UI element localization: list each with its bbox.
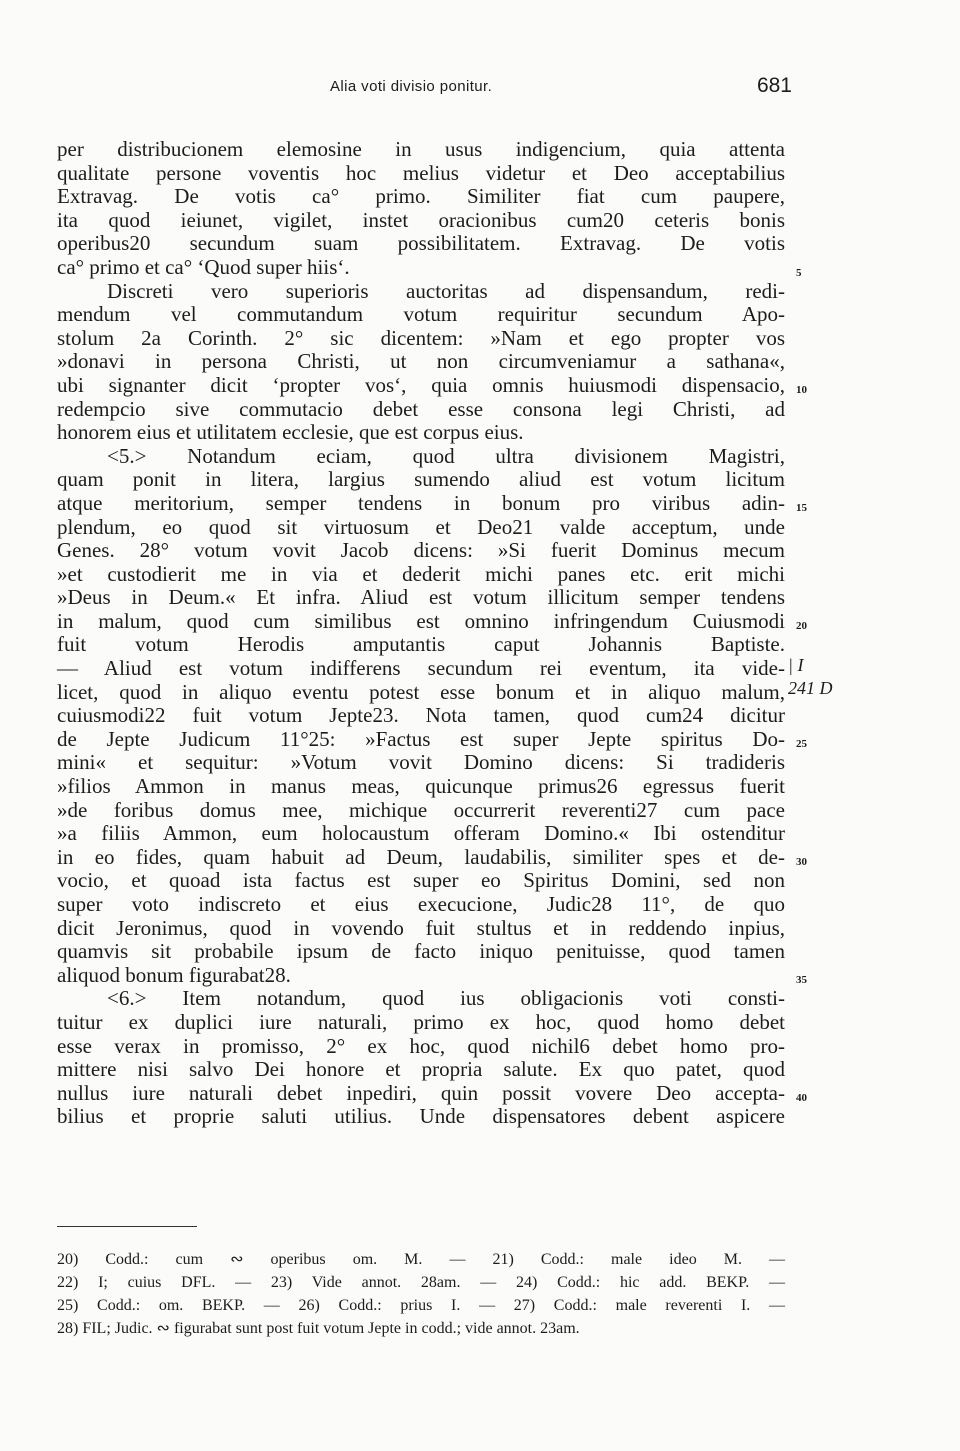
line-number: 35: [796, 974, 807, 986]
text-line: mittere nisi salvo Dei honore et propria salute. Ex quo patet, quod: [57, 1057, 785, 1082]
text-line: tuitur ex duplici iure naturali, primo ex hoc, quod homo debet: [57, 1009, 785, 1034]
line-number: 20: [796, 620, 807, 632]
text-line: in eo fides, quam habuit ad Deum, laudabilis, similiter spes et de-: [57, 844, 785, 869]
footnote-line: 20) Codd.: cum ∾ operibus om. M. — 21) Codd.: male ideo M. —: [57, 1251, 785, 1268]
text-line: per distribucionem elemosine in usus indigencium, quia attenta: [57, 137, 785, 161]
text-line: mendum vel commutandum votum requiritur secundum Apo-: [57, 302, 785, 327]
line-number: 25: [796, 738, 807, 750]
text-line: super voto indiscreto et eius execucione, Judic28 11°, de quo: [57, 892, 785, 916]
margin-reference: | I: [788, 655, 804, 675]
footnotes: [57, 1248, 785, 1340]
text-line: <6.> Item notandum, quod ius obligacionis voti consti-: [107, 986, 785, 1011]
footnote-divider: [57, 1226, 197, 1227]
text-line: quamvis sit probabile ipsum de facto iniquo penituisse, quod tamen: [57, 939, 785, 964]
text-line: redempcio sive commutacio debet esse consona legi Christi, ad: [57, 396, 785, 421]
text-line: atque meritorium, semper tendens in bonum pro viribus adin-: [57, 490, 785, 515]
text-line: bilius et proprie saluti utilius. Unde dispensatores debent aspicere: [57, 1104, 785, 1129]
text-line: esse verax in promisso, 2° ex hoc, quod nichil6 debet homo pro-: [57, 1033, 785, 1058]
page-header: [0, 74, 960, 104]
footnote-line: 28) FIL; Judic. ∾ figurabat sunt post fuit votum Jepte in codd.; vide annot. 23am.: [57, 1320, 580, 1337]
text-line: »donavi in persona Christi, ut non circumveniamur a sathana«,: [57, 349, 785, 374]
margin-reference: 241 D: [788, 678, 833, 698]
text-line: honorem eius et utilitatem ecclesie, que est corpus eius.: [57, 420, 524, 445]
line-number: 10: [796, 384, 807, 396]
line-number: 40: [796, 1092, 807, 1104]
text-line: nullus iure naturali debet inpediri, quin possit vovere Deo accepta-: [57, 1080, 785, 1105]
text-line: dicit Jeronimus, quod in vovendo fuit stultus et in reddendo inpius,: [57, 915, 785, 940]
text-line: »de foribus domus mee, michique occurrerit reverenti27 cum pace: [57, 797, 785, 822]
text-line: vocio, et quoad ista factus est super eo Spiritus Domini, sed non: [57, 868, 785, 893]
body-text: [57, 138, 785, 1129]
text-line: »a filiis Ammon, eum holocaustum offeram Domino.« Ibi ostenditur: [57, 821, 785, 846]
text-line: »et custodierit me in via et dederit michi panes etc. erit michi: [57, 561, 785, 586]
text-line: ubi signanter dicit ‘propter vos‘, quia omnis huiusmodi dispensacio,: [57, 372, 785, 397]
text-line: fuit votum Herodis amputantis caput Johannis Baptiste.: [57, 632, 785, 657]
text-line: aliquod bonum figurabat28.: [57, 962, 291, 987]
text-line: cuiusmodi22 fuit votum Jepte23. Nota tamen, quod cum24 dicitur: [57, 703, 785, 728]
text-line: licet, quod in aliquo eventu potest esse bonum et in aliquo malum,: [57, 679, 785, 704]
text-line: operibus20 secundum suam possibilitatem. Extravag. De votis: [57, 231, 785, 256]
text-line: ca° primo et ca° ‘Quod super hiis‘.: [57, 254, 350, 279]
text-line: quam ponit in litera, largius sumendo aliud est votum licitum: [57, 467, 785, 492]
text-line: — Aliud est votum indifferens secundum rei eventum, ita vide-: [57, 656, 785, 681]
line-number: 5: [796, 267, 802, 279]
page-number: 681: [756, 74, 792, 97]
running-title: Alia voti divisio ponitur.: [330, 78, 493, 95]
text-line: Extravag. De votis ca° primo. Similiter fiat cum paupere,: [57, 184, 785, 209]
text-line: ita quod ieiunet, vigilet, instet oracionibus cum20 ceteris bonis: [57, 207, 785, 232]
text-line: »filios Ammon in manus meas, quicunque primus26 egressus fuerit: [57, 774, 785, 799]
text-line: plendum, eo quod sit virtuosum et Deo21 valde acceptum, unde: [57, 514, 785, 539]
text-line: de Jepte Judicum 11°25: »Factus est super Jepte spiritus Do-: [57, 726, 785, 751]
text-line: »Deus in Deum.« Et infra. Aliud est votum illicitum semper tendens: [57, 585, 785, 610]
line-number: 15: [796, 502, 807, 514]
text-line: Genes. 28° votum vovit Jacob dicens: »Si fuerit Dominus mecum: [57, 538, 785, 563]
text-line: mini« et sequitur: »Votum vovit Domino dicens: Si tradideris: [57, 750, 785, 775]
text-line: qualitate persone voventis hoc melius videtur et Deo acceptabilius: [57, 160, 785, 185]
line-number: 30: [796, 856, 807, 868]
footnote-line: 22) I; cuius DFL. — 23) Vide annot. 28am. — 24) Codd.: hic add. BEKP. —: [57, 1274, 785, 1291]
footnote-line: 25) Codd.: om. BEKP. — 26) Codd.: prius I. — 27) Codd.: male reverenti I. —: [57, 1297, 785, 1314]
text-line: <5.> Notandum eciam, quod ultra divisionem Magistri,: [107, 443, 785, 468]
text-line: Discreti vero superioris auctoritas ad dispensandum, redi-: [107, 278, 785, 303]
text-line: in malum, quod cum similibus est omnino infringendum Cuiusmodi: [57, 608, 785, 633]
text-line: stolum 2a Corinth. 2° sic dicentem: »Nam et ego propter vos: [57, 325, 785, 350]
